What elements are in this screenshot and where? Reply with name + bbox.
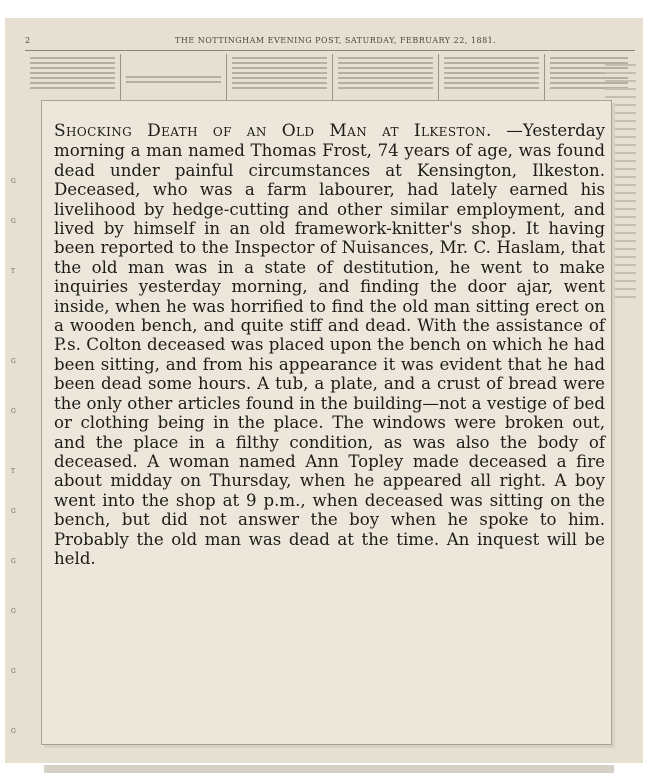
page-number: 2 [25,36,31,45]
masthead-title: THE NOTTINGHAM EVENING POST, SATURDAY, FEBRUARY 22, 1881. [175,36,497,45]
article-body [54,121,605,568]
article-clipping [41,100,612,745]
bottom-strip [44,765,614,773]
article-headline: Shocking Death of an Old Man at Ilkeston. [54,121,492,141]
masthead [25,34,635,51]
article-text: —Yesterday morning a man named Thomas Frost, 74 years of age, was found dead under painful circumstances at Kensington, Ilkeston. Deceased, who was a farm labourer, had lately earned his livelihood by hedge-cutting and other similar employment, and lived by himself in an old framework-knitter's shop. It having been reported to the Inspector of Nuisances, Mr. C. Haslam, that the old man was in a state of destitution, he went to make inquiries yesterday morning, and finding the door ajar, went inside, when he was horrified to find the old man sitting erect on a wooden bench, and quite stiff and dead. With the assistance of P.s. Colton deceased was placed upon the bench on which he had been sitting, and from his appearance it was evident that he had been dead some hours. A tub, a plate, and a crust of bread were the only other articles found in the building—not a vestige of bed or clothing being in the place. The windows were broken out, and the place in a filthy condition, as was also the body of deceased. A woman named Ann Topley made deceased a fire about midday on Thursday, when he appeared all right. A boy went into the shop at 9 p.m., when deceased was sitting on the bench, but did not answer the boy when he spoke to him. Probably the old man was dead at the time. An inquest will be held. [54,121,605,568]
left-margin-marks: G G T G G T G G G G G [11,178,16,735]
